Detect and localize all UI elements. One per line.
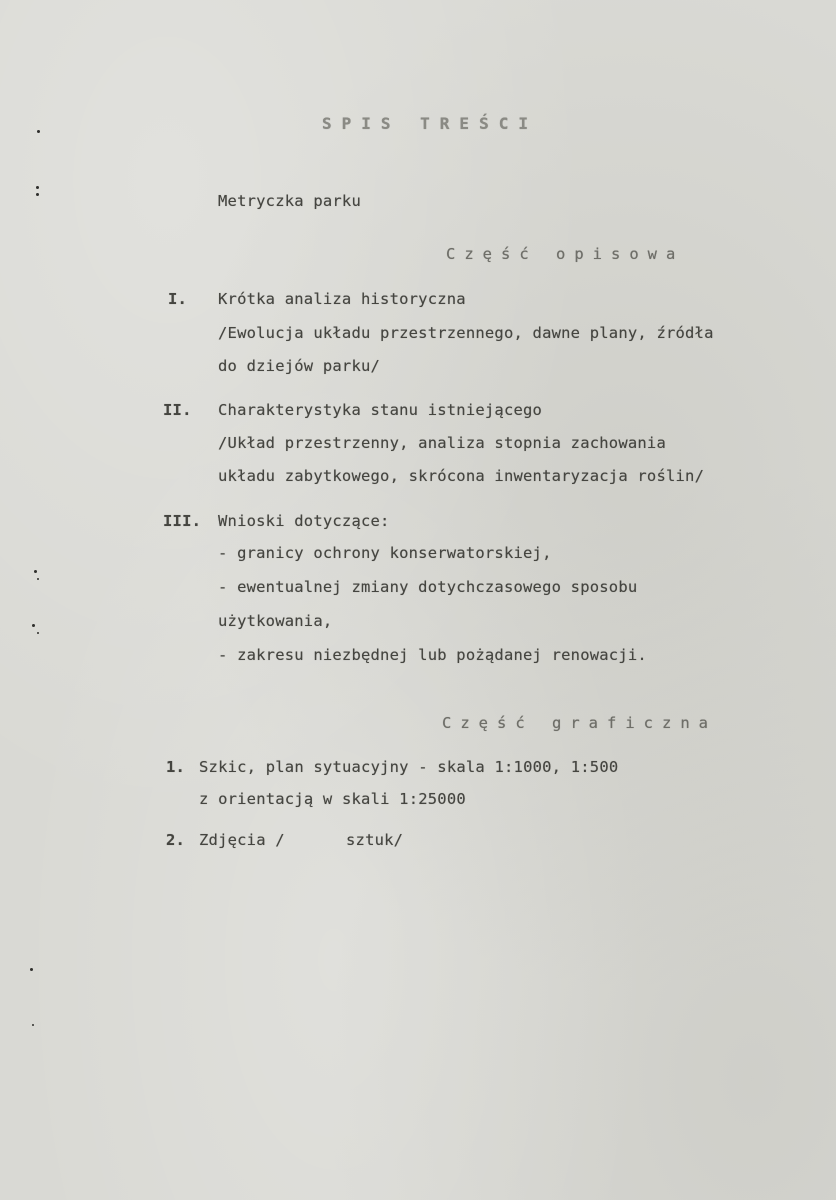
section-detail-iii-3: użytkowania,	[218, 612, 333, 630]
graphic-item-1-line-1: Szkic, plan sytuacyjny - skala 1:1000, 1:500	[199, 758, 619, 776]
graphic-item-2-line-2: sztuk/	[346, 831, 404, 849]
section-detail-i-2: do dziejów parku/	[218, 357, 381, 375]
section-numeral-i: I.	[168, 290, 188, 308]
scan-speck	[37, 578, 39, 580]
section-numeral-iii: III.	[163, 512, 202, 530]
section-title-i: Krótka analiza historyczna	[218, 290, 466, 308]
graphic-item-number-2: 2.	[166, 831, 186, 849]
scan-speck	[32, 624, 35, 627]
metryczka-line: Metryczka parku	[218, 192, 361, 210]
section-detail-iii-2: - ewentualnej zmiany dotychczasowego sposobu	[218, 578, 638, 596]
scan-speck	[36, 186, 39, 189]
section-heading-graphic: Część graficzna	[442, 714, 717, 732]
section-detail-iii-4: - zakresu niezbędnej lub pożądanej renowacji.	[218, 646, 647, 664]
section-title-ii: Charakterystyka stanu istniejącego	[218, 401, 543, 419]
section-title-iii: Wnioski dotyczące:	[218, 512, 390, 530]
graphic-item-number-1: 1.	[166, 758, 186, 776]
scan-speck	[36, 193, 39, 196]
graphic-item-2-line-1: Zdjęcia /	[199, 831, 285, 849]
section-detail-iii-1: - granicy ochrony konserwatorskiej,	[218, 544, 552, 562]
page-title: SPIS TREŚCI	[322, 114, 538, 133]
section-heading-descriptive: Część opisowa	[446, 245, 685, 263]
scan-speck	[37, 632, 39, 634]
scan-speck	[30, 968, 33, 971]
section-detail-ii-1: /Układ przestrzenny, analiza stopnia zachowania	[218, 434, 666, 452]
scan-speck	[37, 130, 40, 133]
section-detail-i-1: /Ewolucja układu przestrzennego, dawne plany, źródła	[218, 324, 714, 342]
graphic-item-1-line-2: z orientacją w skali 1:25000	[199, 790, 466, 808]
scan-speck	[32, 1024, 34, 1026]
section-detail-ii-2: układu zabytkowego, skrócona inwentaryzacja roślin/	[218, 467, 705, 485]
section-numeral-ii: II.	[163, 401, 192, 419]
scan-speck	[34, 570, 37, 573]
